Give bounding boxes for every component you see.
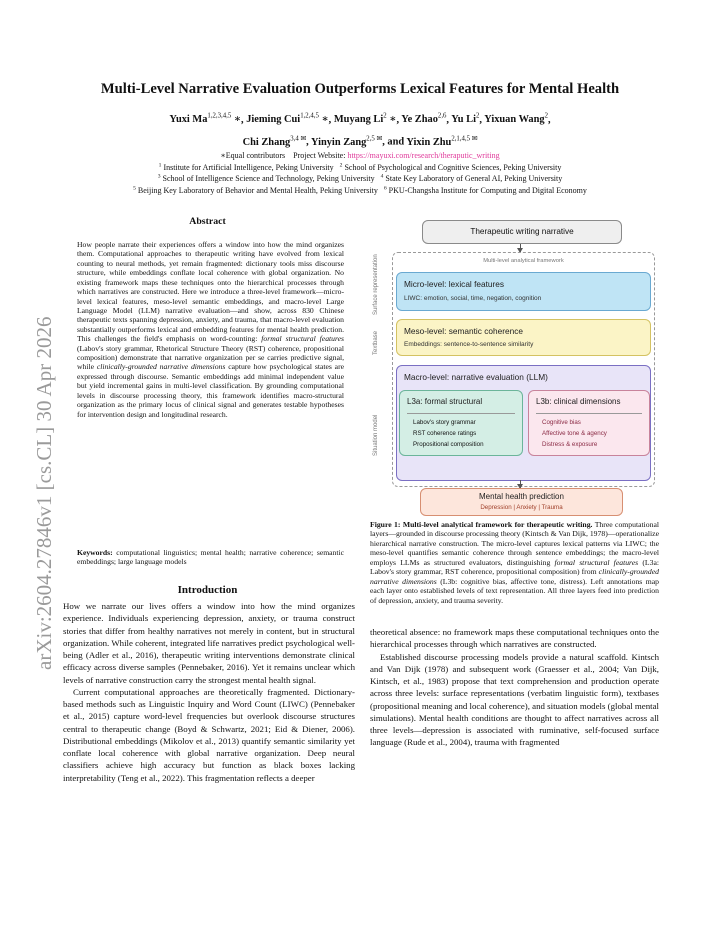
author-list: Yuxi Ma$^{1,2,3,4,5}$ ∗, Jieming Cui$^{1,2,4,5}$ ∗, Muyang Li$^2$ ∗, Ye Zhao$^{2,6}$, Yu Li$^2$, Yixuan Wang$^2$, Chi Zhang$^{3,4 ✉}$, Yinyin Zang$^{2,5 ✉}$, and Yixin Zhu$^{2,1,4,5 ✉}$ xyxy=(169,113,551,148)
paper-title: Multi-Level Narrative Evaluation Outperforms Lexical Features for Mental Health xyxy=(100,81,620,97)
side-label-surface: Surface representation xyxy=(373,254,379,315)
author-name: Yinyin Zang$^{2,5 ✉}$ xyxy=(310,135,383,148)
affiliation-number: 3 xyxy=(157,173,161,180)
caption-bold: Multi-level analytical framework for therapeutic writing. xyxy=(400,520,593,529)
l3b-item: Distress & exposure xyxy=(542,441,598,448)
author-affiliation-marker: 2,6 xyxy=(437,113,447,120)
affiliation xyxy=(381,174,563,183)
prediction-title: Mental health prediction xyxy=(479,492,564,501)
l3b-title: L3b: clinical dimensions xyxy=(536,397,621,406)
affiliation-text: State Key Laboratory of General AI, Peking University xyxy=(383,174,563,184)
abstract-text: How people narrate their experiences offers a window into how the mind organizes them. Computational approaches to therapeutic writing have evolved from lexical counting to neural methods, yet remain fragmented: dictionary tools miss discourse structure, while embeddings conflate local coherence with global organization. No existing framework maps these techniques onto the hierarchical processes through which narratives are constructed. Here we introduce a three-level framework—micro-level lexical features, meso-level semantic embeddings, and macro-level Large Language Model (LLM) narrative evaluation—and show, across 830 Chinese therapeutic texts spanning depression, anxiety, and trauma, that macro-level evaluation substantially outperforms lexical and embedding features for mental health prediction. This challenges the field's emphasis on word-counting: xyxy=(77,240,344,344)
micro-level-box xyxy=(396,272,651,311)
input-narrative-box: Therapeutic writing narrative xyxy=(422,220,622,244)
right-column-body xyxy=(370,626,659,749)
l3b-item: Affective tone & agency xyxy=(542,430,607,437)
abstract-emphasis: clinically-grounded narrative dimensions xyxy=(96,362,226,372)
website-label: Project Website: xyxy=(293,151,346,160)
affiliation-number: 5 xyxy=(133,185,136,192)
caption-label: Figure 1: xyxy=(370,520,401,529)
equal-contrib-mark: ∗ xyxy=(231,114,241,126)
affiliation-text: School of Psychological and Cognitive Sciences, Peking University xyxy=(342,162,562,172)
l3b-clinical-dimensions-box xyxy=(528,390,650,456)
keywords-label: Keywords: xyxy=(77,548,113,557)
affiliations xyxy=(40,161,680,196)
author-affiliation-marker: 3,4 ✉ xyxy=(290,135,307,143)
equal-contrib-mark: ∗ xyxy=(386,114,397,126)
author-name: Yuxi Ma$^{1,2,3,4,5}$ ∗ xyxy=(169,113,241,126)
keywords xyxy=(77,548,344,567)
arrow-down xyxy=(520,480,521,488)
side-label-textbase: Textbase xyxy=(373,330,379,355)
author-name: Yixin Zhu$^{2,1,4,5 ✉}$ xyxy=(406,135,478,148)
figure-1-diagram xyxy=(370,212,662,522)
l3b-divider xyxy=(536,413,642,414)
prediction-detail: Depression | Anxiety | Trauma xyxy=(480,504,563,511)
affiliation xyxy=(159,163,334,172)
author-affiliation-marker: 2 xyxy=(383,113,387,120)
author-affiliation-marker: 2 xyxy=(475,113,480,120)
abstract-text: (Labov's story grammar, Rhetorical Structure Theory (RST) coherence, propositional composition) demonstrate that narrative organization per se carries predictive signal, while xyxy=(77,343,344,372)
affiliation xyxy=(384,186,587,195)
intro-paragraph: Current computational approaches are theoretically fragmented. Dictionary-based methods such as Linguistic Inquiry and Word Count (LIWC) (Pennebaker et al., 2015) capture word-level frequencies but overlook discourse structures central to therapeutic change (Boyd & Schwartz, 2021; Eid & Diener, 2006). Distributional embeddings (Mikolov et al., 2013) quantify semantic similarity yet conflate local coherence with global narrative organization. Deep neural classifiers achieve high accuracy but function as black boxes lacking interpretability (Teng et al., 2022). This fragmentation reflects a deeper xyxy=(63,686,355,783)
affiliation-text: Institute for Artificial Intelligence, Peking University xyxy=(161,162,334,172)
author-name: Yixuan Wang$^2$ xyxy=(484,113,548,126)
arxiv-id: arXiv:2604.27846v1 [cs.CL] 30 Apr 2026 xyxy=(32,316,56,670)
meso-level-detail: Embeddings: sentence-to-sentence similarity xyxy=(404,341,534,348)
affiliation-text: School of Intelligence Science and Technology, Peking University xyxy=(160,174,375,184)
project-website-link[interactable]: https://mayuxi.com/research/theraputic_writing xyxy=(347,151,500,160)
affiliation-text: Beijing Key Laboratory of Behavior and Mental Health, Peking University xyxy=(135,185,378,195)
affiliation-number: 1 xyxy=(158,162,162,168)
equal-contrib-mark: ∗ xyxy=(318,114,329,126)
micro-level-title: Micro-level: lexical features xyxy=(404,279,505,289)
body-paragraph: theoretical absence: no framework maps these computational techniques onto the hierarchical processes through which narratives are constructed. xyxy=(370,627,659,650)
equal-contrib-note: ∗Equal contributors xyxy=(220,151,286,160)
figure-1-caption xyxy=(370,520,659,605)
macro-level-title: Macro-level: narrative evaluation (LLM) xyxy=(404,372,548,382)
l3a-divider xyxy=(407,413,515,414)
author-name: Muyang Li$^2$ ∗ xyxy=(333,113,397,126)
author-name: Jieming Cui$^{1,2,4,5}$ ∗ xyxy=(246,113,329,126)
abstract-text: capture how psychological states are expressed through discourse. Semantic embeddings add minimal independent value but yield incremental gains in multi-level classification. By grounding computational levels in discourse processing theory, this framework identifies macro-structural organization as the primary locus of clinical signal and generates testable hypotheses for intervention design and longitudinal research. xyxy=(77,362,345,419)
author-affiliation-marker: 2,1,4,5 ✉ xyxy=(451,135,478,143)
l3a-title: L3a: formal structural xyxy=(407,397,483,406)
author-name: Ye Zhao$^{2,6}$ xyxy=(401,113,447,126)
abstract-body xyxy=(77,240,344,419)
affiliation xyxy=(340,163,562,172)
l3b-item: Cognitive bias xyxy=(542,419,581,426)
caption-text: (L3a: Labov's story grammar, RST coherence, propositional composition) from xyxy=(370,557,659,577)
caption-text: Three computational layers—grounded in discourse processing theory (Kintsch & Van Dijk, 1978)—operationalize hierarchical narrative construction. The micro-level captures lexical patterns via LIWC; the meso-level quantifies semantic coherence through sentence embeddings; the macro-level employs LLMs as structured evaluators, distinguishing xyxy=(370,520,660,567)
author-name: Chi Zhang$^{3,4 ✉}$ xyxy=(242,135,307,148)
framework-label: Multi-level analytical framework xyxy=(483,258,564,264)
affiliation xyxy=(133,186,378,195)
keywords-text: computational linguistics; mental health; narrative coherence; semantic embeddings; large language models xyxy=(77,548,344,567)
l3a-item: RST coherence ratings xyxy=(413,430,477,437)
author-name: Yu Li$^2$ xyxy=(451,113,480,126)
author-affiliation-marker: 2 xyxy=(544,113,548,120)
arxiv-watermark xyxy=(21,230,61,670)
introduction-body xyxy=(63,600,355,784)
meso-level-title: Meso-level: semantic coherence xyxy=(404,326,523,336)
abstract-emphasis: formal structural features xyxy=(261,334,345,344)
micro-level-detail: LIWC: emotion, social, time, negation, cognition xyxy=(404,295,542,302)
l3a-formal-structural-box xyxy=(399,390,523,456)
affiliation-number: 2 xyxy=(339,162,343,168)
arrow-down xyxy=(520,244,521,252)
contributor-note xyxy=(60,151,660,160)
caption-emphasis: clinically-grounded narrative dimensions xyxy=(370,567,659,586)
introduction-heading: Introduction xyxy=(177,584,238,596)
affiliation-number: 6 xyxy=(383,185,387,192)
mental-health-prediction-box xyxy=(420,488,623,516)
affiliation xyxy=(158,174,375,183)
affiliation-number: 4 xyxy=(380,173,384,180)
caption-text: (L3b: cognitive bias, affective tone, distress). Left annotations map each layer onto established levels of text representation. All three layers feed into prediction of depression, anxiety, and trauma severity. xyxy=(370,576,659,605)
caption-emphasis: formal structural features xyxy=(554,557,639,567)
author-affiliation-marker: 1,2,4,5 xyxy=(300,113,319,120)
l3a-item: Propositional composition xyxy=(413,441,484,448)
author-affiliation-marker: 1,2,3,4,5 xyxy=(207,113,232,120)
meso-level-box xyxy=(396,319,651,356)
author-affiliation-marker: 2,5 ✉ xyxy=(366,135,383,143)
side-label-situation: Situation model xyxy=(373,414,379,456)
intro-paragraph: How we narrate our lives offers a window into how the mind organizes experience. Individuals experiencing depression, anxiety, or trauma construct stories that differ from healthy narratives not merely in content, but in structural organization. While coherent, integrated life narratives predict psychological well-being (Adler et al., 2016), therapeutic writing interventions demonstrate clinical efficacy across diverse samples (Pennebaker, 2016). Yet it remains unclear which levels of narrative construction carry the strongest mental health signal. xyxy=(63,601,355,685)
affiliation-text: PKU-Changsha Institute for Computing and Digital Economy xyxy=(386,185,587,195)
body-paragraph: Established discourse processing models provide a natural scaffold. Kintsch and Van Dijk (1978) and subsequent work (Graesser et al., 2004; Van Dijk, Kintsch, et al., 1983) propose that text comprehension and production operate across three levels: surface representations (verbatim linguistic form), textbases (propositional meaning and local coherence), and situation models (global mental simulations). Mental health conditions are thought to affect narratives across all three levels—depression is associated with ruminative, self-focused surface language (Rude et al., 2004), trauma with fragmented xyxy=(370,651,659,748)
l3a-item: Labov's story grammar xyxy=(413,419,476,426)
abstract-heading: Abstract xyxy=(189,216,226,227)
